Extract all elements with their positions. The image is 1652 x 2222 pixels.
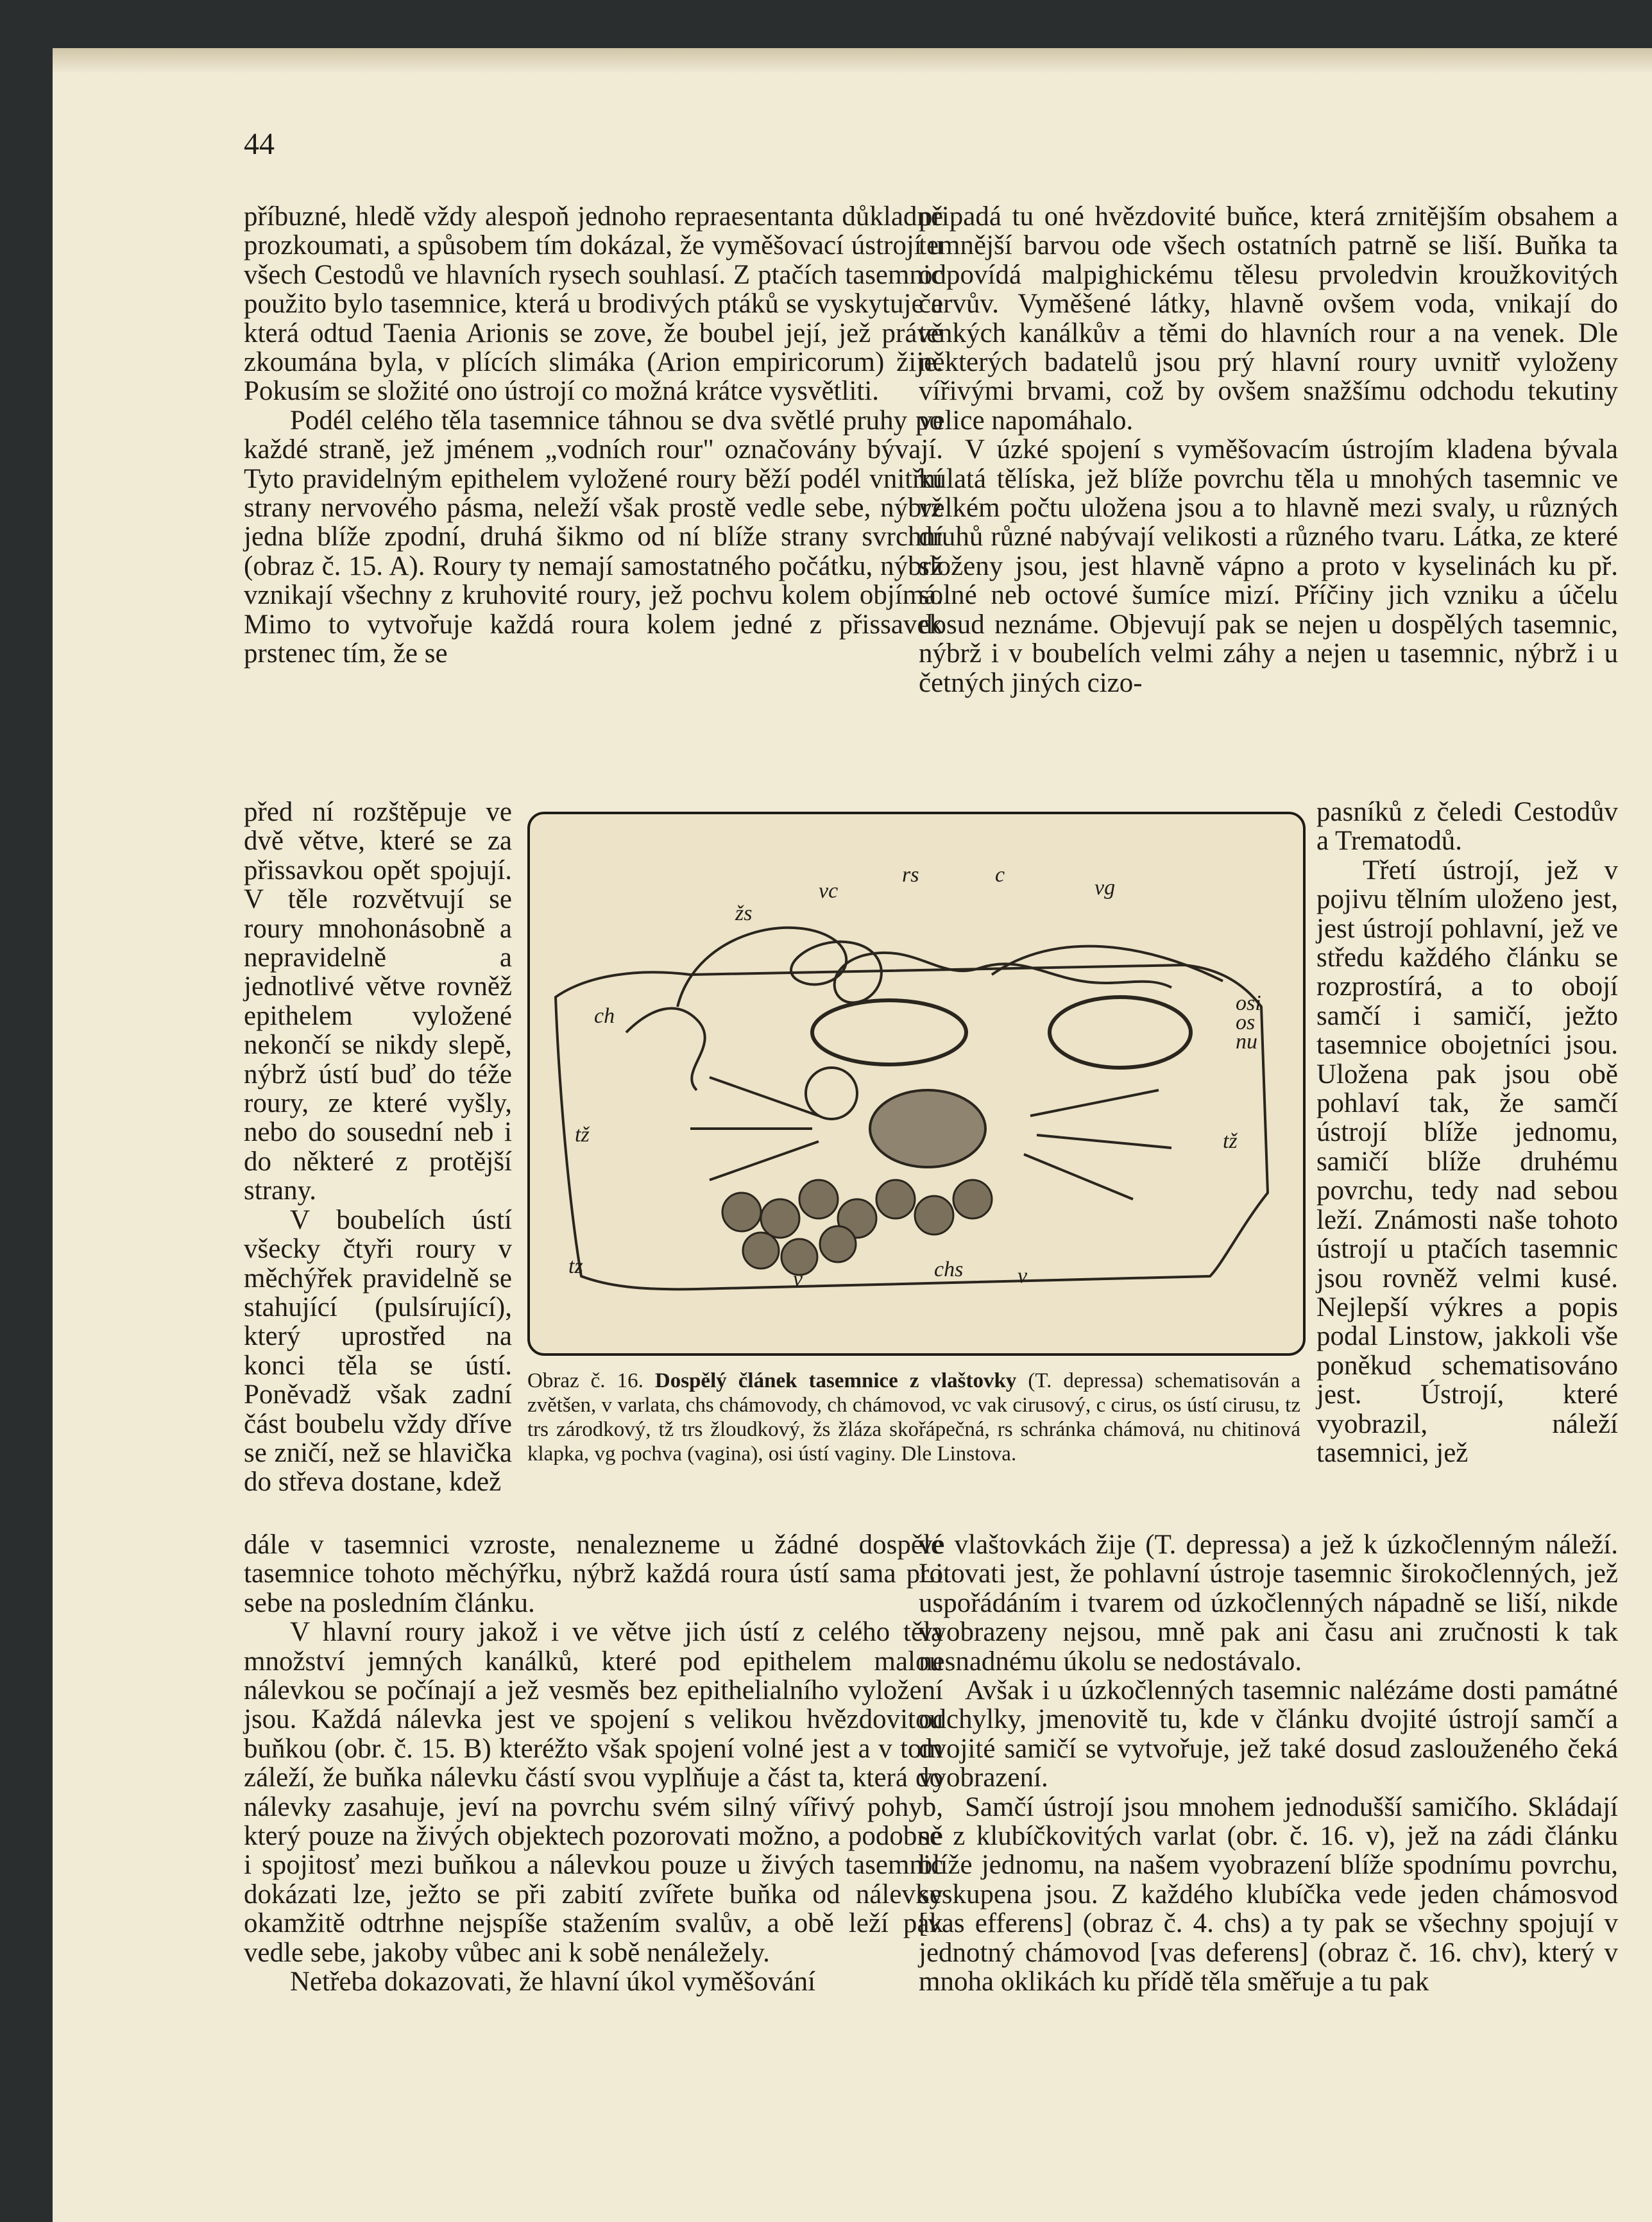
figure-label: chs xyxy=(934,1258,964,1281)
shell-gland xyxy=(1050,997,1191,1068)
germarium xyxy=(870,1090,985,1167)
testis xyxy=(799,1180,838,1218)
paragraph: Samčí ústrojí jsou mnohem jednodušší samičího. Skládají se z klubíčkovitých varlat (obr. č. 16. v), jež na zádi článku blíže jednomu, na našem vyobrazení blíže spodnímu povrchu, seskupena jsou. Z každého klubíčka vede jeden chámosvod [vas efferens] (obraz č. 4. chs) a ty pak se všechny spojují v jednotný chámovod [vas deferens] (obraz č. 16. chv), který v mnoha oklikách ku přídě těla směřuje a tu pak xyxy=(919,1791,1618,1997)
testis xyxy=(915,1196,953,1235)
duct-loops xyxy=(626,1009,705,1090)
left-narrow-column xyxy=(244,798,512,1497)
figure-label: rs xyxy=(902,863,919,887)
seminal-receptacle xyxy=(812,1000,966,1064)
figure-label: osi xyxy=(1236,991,1261,1015)
paragraph: Podél celého těla tasemnice táhnou se dva světlé pruhy po každé straně, jež jménem „vodních rour" označovány bývají. Tyto pravidelným epithelem vyložené roury běží podél vnitřní strany nervového pásma, neleží však prostě vedle sebe, nýbrž jedna blíže zpodní, druhá šikmo od ní blíže strany svrchní (obraz č. 15. A). Roury ty nemají samostatného počátku, nýbrž vznikají všechny z kruhovité roury, jež pochvu kolem objímá. Mimo to vytvořuje každá roura kolem jedné z přissavek prstenec tím, že se xyxy=(244,405,943,669)
paragraph: příbuzné, hledě vždy alespoň jednoho repraesentanta důkladně prozkoumati, a spůsobem tím dokázal, že vyměšovací ústrojí u všech Cestodů ve hlavních rysech souhlasí. Z ptačích tasemnic použito bylo tasemnice, která u brodivých ptáků se vyskytuje a která odtud Taenia Arionis se zove, že boubel její, jež právě zkoumána byla, v plících slimáka (Arion empiricorum) žije. Pokusím se složité ono ústrojí co možná krátce vysvětliti. xyxy=(244,201,943,407)
figure-label: ch xyxy=(594,1004,615,1028)
testis xyxy=(820,1226,856,1262)
vagina-duct xyxy=(992,946,1223,981)
paragraph: připadá tu oné hvězdovité buňce, která zrnitějším obsahem a temnější barvou ode všech ostatních patrně se liší. Buňka ta odpovídá malpighickému tělesu prvoledvin kroužkovitých červův. Vyměšené látky, hlavně ovšem voda, vnikají do tenkých kanálkův a těmi do hlavních rour a na venek. Dle některých badatelů jsou prý hlavní roury uvnitř vyloženy vířivými brvami, což by ovšem snažšímu odchodu tekutiny velice napomáhalo. xyxy=(919,201,1618,436)
figure-label: os xyxy=(1236,1011,1256,1034)
genital-pore-rosette xyxy=(806,1068,857,1119)
right-column-bottom xyxy=(919,1530,1618,1997)
figure-label: vg xyxy=(1094,876,1116,900)
testis xyxy=(743,1233,779,1269)
testis xyxy=(876,1180,915,1218)
caption-prefix: Obraz č. 16. xyxy=(527,1369,643,1392)
paragraph: ve vlaštovkách žije (T. depressa) a jež k úzkočlenným náleží. Litovati jest, že pohlavní ústroje tasemnic širokočlenných, jež uspořádáním i tvarem od úzkočlenných nápadně se liší, nikde vyobrazeny nejsou, mně pak ani času ani zručnosti k tak nesnadnému úkolu se nedostávalo. xyxy=(919,1530,1618,1677)
paragraph: před ní rozštěpuje ve dvě větve, které se za přissavkou opět spojují. V těle rozvětvují se roury mnohonásobně a nepravidelně a jednotlivé větve rovněž epithelem vyložené nekončí se nikdy slepě, nýbrž ústí buď do téže roury, ze které vyšly, nebo do sousední neb i do některé z protější strany. xyxy=(244,797,512,1206)
right-narrow-column xyxy=(1316,798,1618,1467)
testis xyxy=(722,1193,761,1231)
right-column-top xyxy=(919,202,1618,697)
tapeworm-segment-illustration xyxy=(527,812,1306,1356)
book-page xyxy=(53,48,1652,2222)
page-number: 44 xyxy=(244,127,275,161)
paragraph: Třetí ústrojí, jež v pojivu tělním uloženo jest, jest ústrojí pohlavní, jež ve středu každého článku se rozprostírá, a to obojí samčí i samičí, ježto tasemnice obojetníci jsou. Uložena pak jsou obě pohlaví tak, že samčí ústrojí blíže jednomu, samičí blíže druhému povrchu, tedy nad sebou leží. Známosti naše tohoto ústrojí u ptačích tasemnic jsou rovněž velmi kusé. Nejlepší výkres a popis podal Linstow, jakkoli vše poněkud schematisováno jest. Ústrojí, které vyobrazil, náleží tasemnici, jež xyxy=(1316,855,1618,1468)
page-edge-shadow xyxy=(53,48,1652,74)
figure-label: tž xyxy=(575,1123,590,1147)
figure-label: c xyxy=(995,863,1005,887)
figure-label: nu xyxy=(1236,1030,1257,1054)
paragraph: Avšak i u úzkočlenných tasemnic nalézáme dosti památné odchylky, jmenovitě tu, kde v článku dvojité ústrojí samčí a dvojité samičí se vytvořuje, jež také dosud zaslouženého čeká vyobrazení. xyxy=(919,1675,1618,1793)
left-column-bottom xyxy=(244,1530,943,1997)
left-column-top xyxy=(244,202,943,669)
caption-title: Dospělý článek tasemnice z vlaštovky xyxy=(654,1369,1017,1392)
testis xyxy=(953,1180,992,1218)
paragraph: Netřeba dokazovati, že hlavní úkol vyměšování xyxy=(290,1967,816,1997)
figure-label: žs xyxy=(735,902,753,925)
paragraph: V boubelích ústí všecky čtyři roury v měchýřek pravidelně se stahující (pulsírující), který uprostřed na konci těla se ústí. Poněvadž však zadní část boubelu vždy dříve se zničí, než se hlavička do střeva dostane, kdež xyxy=(244,1204,512,1498)
paragraph: V úzké spojení s vyměšovacím ústrojím kladena bývala kulatá tělíska, jež blíže povrchu těla u mnohých tasemnic ve velkém počtu uložena jsou a to hlavně mezi svaly, u různých druhů různé nabývají velikosti a různého tvaru. Látka, ze které složeny jsou, jest hlavně vápno a proto v kyselinách ku př. solné neb octové šumíce mizí. Příčiny jich vzniku a účelu dosud neznáme. Objevují pak se nejen u dospělých tasemnic, nýbrž i v boubelích velmi záhy a nejen u tasemnic, nýbrž i u četných jiných cizo- xyxy=(919,434,1618,698)
figure-label: tz xyxy=(568,1254,583,1278)
figure-label: v xyxy=(1018,1264,1028,1288)
testis xyxy=(761,1199,799,1238)
figure-label: tž xyxy=(1223,1129,1238,1153)
paragraph: dále v tasemnici vzroste, nenalezneme u žádné dospělé tasemnice tohoto měchýřku, nýbrž každá roura ústí sama pro sebe na posledním článku. xyxy=(244,1530,943,1618)
figure-label: vc xyxy=(819,879,839,903)
paragraph: V hlavní roury jakož i ve větve jich ústí z celého těla množství jemných kanálků, které pod epithelem malou nálevkou se počínají a jež vesměs bez epithelialního vyložení jsou. Každá nálevka jest ve spojení s velikou hvězdovitou buňkou (obr. č. 15. B) kteréžto však spojení volné jest a v tom záleží, že buňka nálevku částí svou vyplňuje a část ta, která do nálevky zasahuje, jeví na povrchu svém silný vířivý pohyb, který pouze na živých objektech pozorovati možno, a podobně i spojitosť mezi buňkou a nálevkou pouze u živých tasemnic dokázati lze, ježto se při zabití zvířete buňka od nálevky okamžitě odtrhne nejspíše stažením svalův, a obě leží pak vedle sebe, jakoby vůbec ani k sobě nenáležely. xyxy=(244,1617,943,1968)
paragraph: pasníků z čeledi Cestodův a Trematodů. xyxy=(1316,797,1618,857)
caption-text: (T. depressa) schematisován a zvětšen, v varlata, chs chámovody, ch chámovod, vc vak cirusový, c cirus, os ústí cirusu, tz trs zárodkový, tž trs žloudkový, žs žláza skořápečná, rs schránka chámová, nu chitinová klapka, vg pochva (vagina), osi ústí vaginy. Dle Linstova. xyxy=(527,1369,1301,1466)
figure-label: v xyxy=(793,1267,803,1291)
figure-caption xyxy=(527,1369,1300,1466)
illustration-svg xyxy=(530,814,1303,1353)
